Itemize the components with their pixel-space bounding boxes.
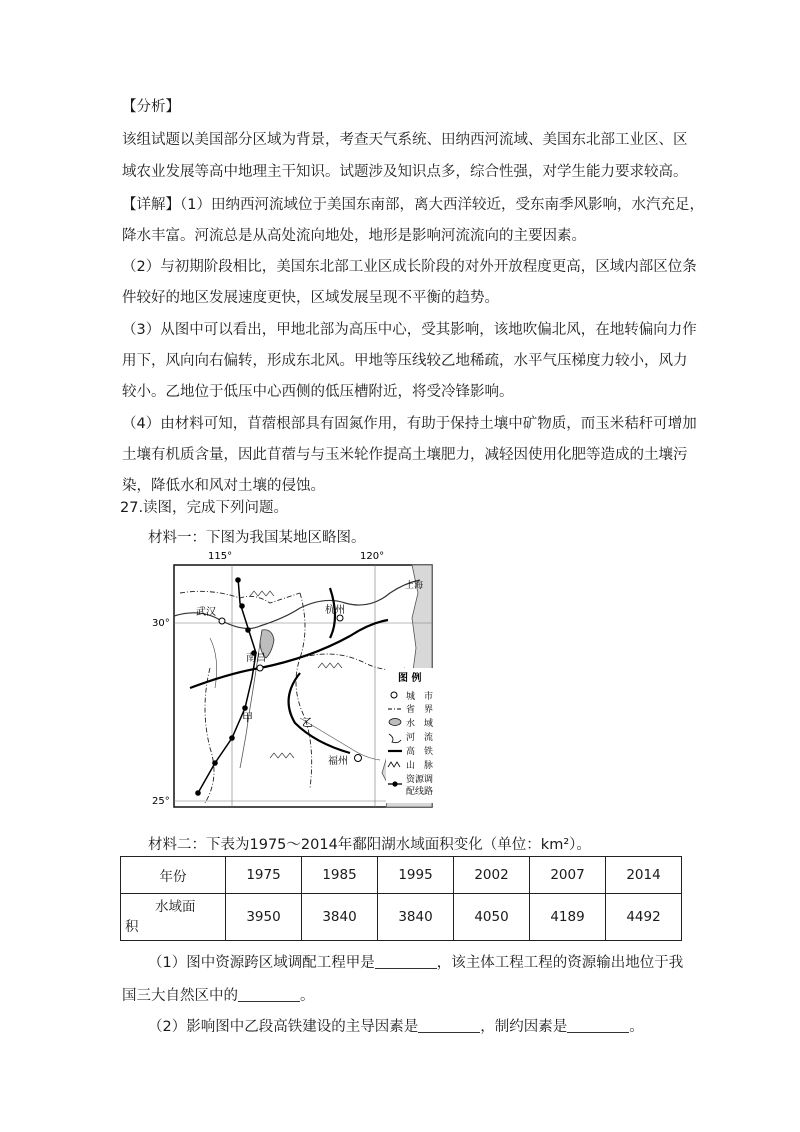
legend-title: 图 例: [398, 673, 422, 684]
region-map: [150, 548, 440, 810]
legend-water-symbol: [389, 719, 401, 726]
table-cell-area: 3840: [302, 894, 378, 941]
table-cell-year: 1985: [302, 857, 378, 894]
lon-label-120: 120°: [360, 551, 385, 562]
table-header-area: [121, 894, 226, 941]
analysis-line-1: 该组试题以美国部分区域为背景，考查天气系统、田纳西河流域、美国东北部工业区、区: [122, 132, 688, 148]
question-27-1: [148, 951, 683, 972]
poyang-area-table: [120, 856, 682, 941]
table-cell-year: 2014: [606, 857, 682, 894]
legend-transfer-node: [392, 781, 397, 786]
legend-boundary: 省 界: [406, 705, 434, 715]
q1-text-d: 。: [300, 988, 315, 1004]
table-header-area-a: 水域面: [155, 899, 196, 915]
city-wuhan-label: 武汉: [196, 607, 216, 618]
legend-city-symbol: [391, 692, 397, 698]
detail-p4-line-1: （4）由材料可知，苜蓿根部具有固氮作用，有助于保持土壤中矿物质，而玉米秸秆可增加: [122, 416, 697, 432]
q1-text-b: ，该主体工程工程的资源输出地位于我: [436, 955, 684, 971]
city-fuzhou-marker: [355, 755, 362, 762]
q1-answer-blank-1[interactable]: [375, 954, 437, 969]
q2-answer-blank-1[interactable]: [418, 1018, 480, 1033]
table-cell-area: 4492: [606, 894, 682, 941]
table-header-area-b: 积: [125, 919, 139, 935]
detail-p4-line-3: 染，降低水和风对土壤的侵蚀。: [122, 478, 325, 494]
city-fuzhou-label: 福州: [328, 756, 348, 767]
analysis-line-2: 域农业发展等高中地理主干知识。试题涉及知识点多，综合性强，对学生能力要求较高。: [122, 164, 688, 180]
table-cell-area: 3840: [378, 894, 454, 941]
detail-p1-line-2: 降水丰富。河流总是从高处流向地处，地形是影响河流流向的主要因素。: [122, 228, 586, 244]
detail-p3-line-3: 较小。乙地位于低压中心西侧的低压槽附近，将受冷锋影响。: [122, 384, 514, 400]
table-header-year: 年份: [121, 857, 226, 894]
q2-answer-blank-2[interactable]: [567, 1018, 629, 1033]
q1-answer-blank-2[interactable]: [238, 987, 300, 1002]
lat-label-25: 25°: [152, 796, 170, 807]
city-shanghai-label: 上海: [405, 581, 424, 591]
legend-transfer-2: 配线路: [406, 787, 434, 797]
detail-p3-line-1: （3）从图中可以看出，甲地北部为高压中心，受其影响，该地吹偏北风，在地转偏向力作: [122, 322, 697, 338]
table-cell-area: 4050: [454, 894, 530, 941]
analysis-heading: 【分析】: [122, 99, 180, 115]
table-cell-year: 1995: [378, 857, 454, 894]
question-27-2: [148, 1015, 644, 1036]
q1-text-a: （1）图中资源跨区域调配工程甲是: [148, 955, 375, 971]
city-hangzhou-label: 杭州: [325, 605, 345, 616]
city-nanchang-marker: [257, 665, 263, 671]
legend-river: 河 流: [406, 733, 434, 743]
segment-label-yi: 乙: [302, 716, 313, 729]
city-nanchang-label: 南昌: [246, 653, 266, 664]
segment-label-jia: 甲: [242, 711, 253, 724]
material-2-caption: 材料二：下表为1975～2014年鄱阳湖水域面积变化（单位：km²）。: [148, 837, 591, 853]
legend-rail: 高 铁: [406, 747, 434, 757]
q2-text-c: 。: [629, 1019, 644, 1035]
table-cell-area: 3950: [226, 894, 302, 941]
city-wuhan-marker: [219, 618, 225, 624]
lat-label-30: 30°: [152, 618, 170, 629]
legend-city: 城 市: [406, 692, 434, 702]
detail-p1-line-1: （1）田纳西河流域位于美国东南部，离大西洋较近，受东南季风影响，水汽充足，: [180, 197, 704, 213]
q2-text-a: （2）影响图中乙段高铁建设的主导因素是: [148, 1019, 419, 1035]
legend-water: 水 域: [406, 719, 434, 729]
table-cell-year: 1975: [226, 857, 302, 894]
table-cell-area: 4189: [530, 894, 606, 941]
q1-text-c: 国三大自然区中的: [122, 988, 238, 1004]
table-cell-year: 2007: [530, 857, 606, 894]
table-row-areas: [121, 894, 682, 941]
detail-block: [122, 193, 704, 214]
q2-text-b: ，制约因素是: [480, 1019, 568, 1035]
question-27-stem: 27.读图，完成下列问题。: [120, 500, 289, 516]
material-1-caption: 材料一：下图为我国某地区略图。: [148, 530, 366, 546]
detail-p4-line-2: 土壤有机质含量，因此苜蓿与与玉米轮作提高土壤肥力，减轻因使用化肥等造成的土壤污: [122, 447, 688, 463]
detail-heading: 【详解】: [122, 197, 180, 213]
detail-p2-line-2: 件较好的地区发展速度更快，区域发展呈现不平衡的趋势。: [122, 290, 499, 306]
legend-transfer-1: 资源调: [406, 775, 434, 785]
detail-p3-line-2: 用下，风向向右偏转，形成东北风。甲地等压线较乙地稀疏，水平气压梯度力较小，风力: [122, 353, 688, 369]
detail-p2-line-1: （2）与初期阶段相比，美国东北部工业区成长阶段的对外开放程度更高，区域内部区位条: [122, 259, 697, 275]
table-row-years: [121, 857, 682, 894]
table-cell-year: 2002: [454, 857, 530, 894]
lon-label-115: 115°: [208, 551, 233, 562]
question-27-1-cont: [122, 984, 315, 1005]
legend-mountain: 山 脉: [406, 761, 434, 771]
